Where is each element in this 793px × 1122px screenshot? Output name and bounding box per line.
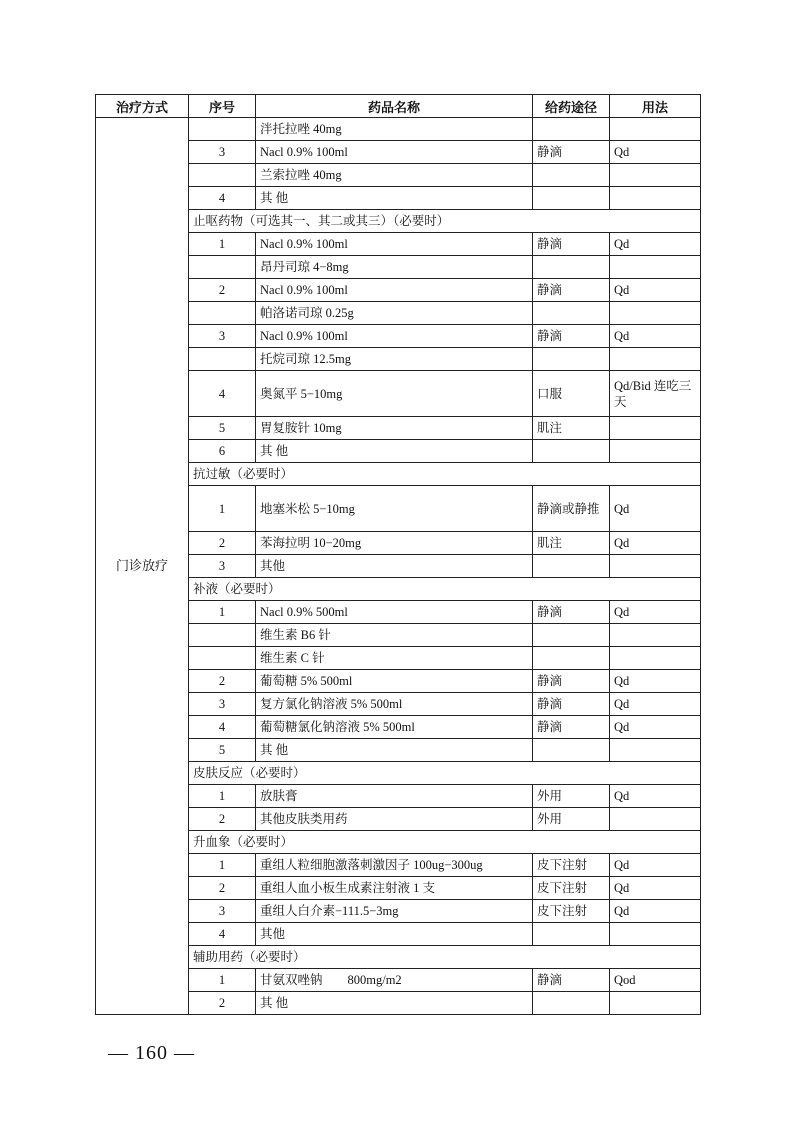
sequence-cell: 1 [189,854,256,877]
usage-cell [610,417,701,440]
usage-cell [610,348,701,371]
drug-name-cell: Nacl 0.9% 100ml [256,279,533,302]
drug-name-cell: 其 他 [256,440,533,463]
drug-name-cell: 兰索拉唑 40mg [256,164,533,187]
route-cell [533,923,610,946]
medication-table [95,94,701,1015]
drug-name-cell: 托烷司琼 12.5mg [256,348,533,371]
usage-cell: Qd [610,693,701,716]
sequence-cell: 3 [189,555,256,578]
usage-cell: Qd [610,279,701,302]
usage-cell: Qd [610,486,701,532]
sequence-cell: 3 [189,325,256,348]
table-row [96,118,701,141]
sequence-cell: 5 [189,417,256,440]
route-cell [533,187,610,210]
sequence-cell: 1 [189,486,256,532]
usage-cell: Qd [610,601,701,624]
drug-name-cell: 昂丹司琼 4−8mg [256,256,533,279]
drug-name-cell: 重组人血小板生成素注射液 1 支 [256,877,533,900]
drug-name-cell: 葡萄糖氯化钠溶液 5% 500ml [256,716,533,739]
route-cell: 皮下注射 [533,900,610,923]
route-cell: 静滴或静推 [533,486,610,532]
route-cell: 静滴 [533,141,610,164]
usage-cell: Qd/Bid 连吃三天 [610,371,701,417]
drug-name-cell: 复方氯化钠溶液 5% 500ml [256,693,533,716]
sequence-cell [189,256,256,279]
sequence-cell: 2 [189,992,256,1015]
sequence-cell: 1 [189,969,256,992]
section-title: 补液（必要时） [189,578,701,601]
section-title: 辅助用药（必要时） [189,946,701,969]
drug-name-cell: 其他 [256,555,533,578]
route-cell: 静滴 [533,325,610,348]
sequence-cell [189,164,256,187]
sequence-cell: 4 [189,716,256,739]
drug-name-cell: Nacl 0.9% 100ml [256,233,533,256]
route-cell: 静滴 [533,969,610,992]
usage-cell: Qd [610,141,701,164]
route-cell: 静滴 [533,233,610,256]
header-drug-name: 药品名称 [256,95,533,118]
sequence-cell [189,118,256,141]
sequence-cell: 2 [189,808,256,831]
drug-name-cell: 帕洛诺司琼 0.25g [256,302,533,325]
usage-cell [610,647,701,670]
drug-name-cell: Nacl 0.9% 100ml [256,325,533,348]
sequence-cell [189,624,256,647]
sequence-cell [189,647,256,670]
route-cell [533,118,610,141]
drug-name-cell: 苯海拉明 10−20mg [256,532,533,555]
usage-cell: Qd [610,716,701,739]
sequence-cell: 5 [189,739,256,762]
route-cell [533,555,610,578]
drug-name-cell: 胃复胺针 10mg [256,417,533,440]
usage-cell: Qd [610,670,701,693]
sequence-cell: 4 [189,371,256,417]
table-body [96,118,701,1015]
sequence-cell: 1 [189,785,256,808]
route-cell: 外用 [533,808,610,831]
drug-name-cell: 其 他 [256,187,533,210]
section-title: 止呕药物（可选其一、其二或其三）（必要时） [189,210,701,233]
usage-cell: Qd [610,532,701,555]
usage-cell: Qd [610,233,701,256]
route-cell: 皮下注射 [533,877,610,900]
route-cell: 静滴 [533,693,610,716]
page-number: — 160 — [108,1042,195,1064]
drug-name-cell: 重组人粒细胞激落刺激因子 100ug−300ug [256,854,533,877]
route-cell [533,440,610,463]
route-cell: 外用 [533,785,610,808]
drug-name-cell: 放肤膏 [256,785,533,808]
route-cell [533,164,610,187]
treatment-mode-cell: 门诊放疗 [96,118,189,1015]
usage-cell: Qd [610,785,701,808]
sequence-cell [189,302,256,325]
route-cell [533,992,610,1015]
usage-cell: Qod [610,969,701,992]
route-cell: 静滴 [533,670,610,693]
usage-cell [610,187,701,210]
usage-cell [610,440,701,463]
route-cell [533,256,610,279]
drug-name-cell: 其他皮肤类用药 [256,808,533,831]
usage-cell [610,923,701,946]
sequence-cell: 3 [189,900,256,923]
drug-name-cell: 维生素 B6 针 [256,624,533,647]
route-cell [533,624,610,647]
section-title: 抗过敏（必要时） [189,463,701,486]
table-header-row [96,95,701,118]
sequence-cell: 1 [189,233,256,256]
usage-cell: Qd [610,877,701,900]
sequence-cell: 3 [189,693,256,716]
sequence-cell: 2 [189,279,256,302]
usage-cell [610,739,701,762]
usage-cell [610,118,701,141]
drug-name-cell: Nacl 0.9% 500ml [256,601,533,624]
usage-cell: Qd [610,854,701,877]
drug-name-cell: 奥氮平 5−10mg [256,371,533,417]
drug-name-cell: 其 他 [256,739,533,762]
drug-name-cell: 其他 [256,923,533,946]
sequence-cell: 2 [189,877,256,900]
sequence-cell: 3 [189,141,256,164]
section-title: 皮肤反应（必要时） [189,762,701,785]
usage-cell [610,164,701,187]
header-sequence: 序号 [189,95,256,118]
route-cell: 皮下注射 [533,854,610,877]
route-cell [533,739,610,762]
usage-cell [610,302,701,325]
sequence-cell: 2 [189,670,256,693]
sequence-cell: 4 [189,187,256,210]
drug-name-cell: 甘氨双唑钠 800mg/m2 [256,969,533,992]
route-cell: 口服 [533,371,610,417]
header-usage: 用法 [610,95,701,118]
sequence-cell [189,348,256,371]
drug-name-cell: 其 他 [256,992,533,1015]
sequence-cell: 4 [189,923,256,946]
drug-name-cell: 维生素 C 针 [256,647,533,670]
sequence-cell: 6 [189,440,256,463]
sequence-cell: 2 [189,532,256,555]
usage-cell [610,555,701,578]
header-route: 给药途径 [533,95,610,118]
route-cell: 肌注 [533,532,610,555]
route-cell: 静滴 [533,601,610,624]
sequence-cell: 1 [189,601,256,624]
route-cell [533,302,610,325]
route-cell [533,348,610,371]
usage-cell [610,256,701,279]
drug-name-cell: 泮托拉唑 40mg [256,118,533,141]
drug-name-cell: 葡萄糖 5% 500ml [256,670,533,693]
usage-cell [610,624,701,647]
route-cell: 静滴 [533,716,610,739]
drug-name-cell: Nacl 0.9% 100ml [256,141,533,164]
header-treatment-mode: 治疗方式 [96,95,189,118]
drug-name-cell: 地塞米松 5−10mg [256,486,533,532]
usage-cell [610,808,701,831]
usage-cell: Qd [610,325,701,348]
usage-cell: Qd [610,900,701,923]
route-cell [533,647,610,670]
usage-cell [610,992,701,1015]
drug-name-cell: 重组人白介素−111.5−3mg [256,900,533,923]
route-cell: 静滴 [533,279,610,302]
section-title: 升血象（必要时） [189,831,701,854]
route-cell: 肌注 [533,417,610,440]
